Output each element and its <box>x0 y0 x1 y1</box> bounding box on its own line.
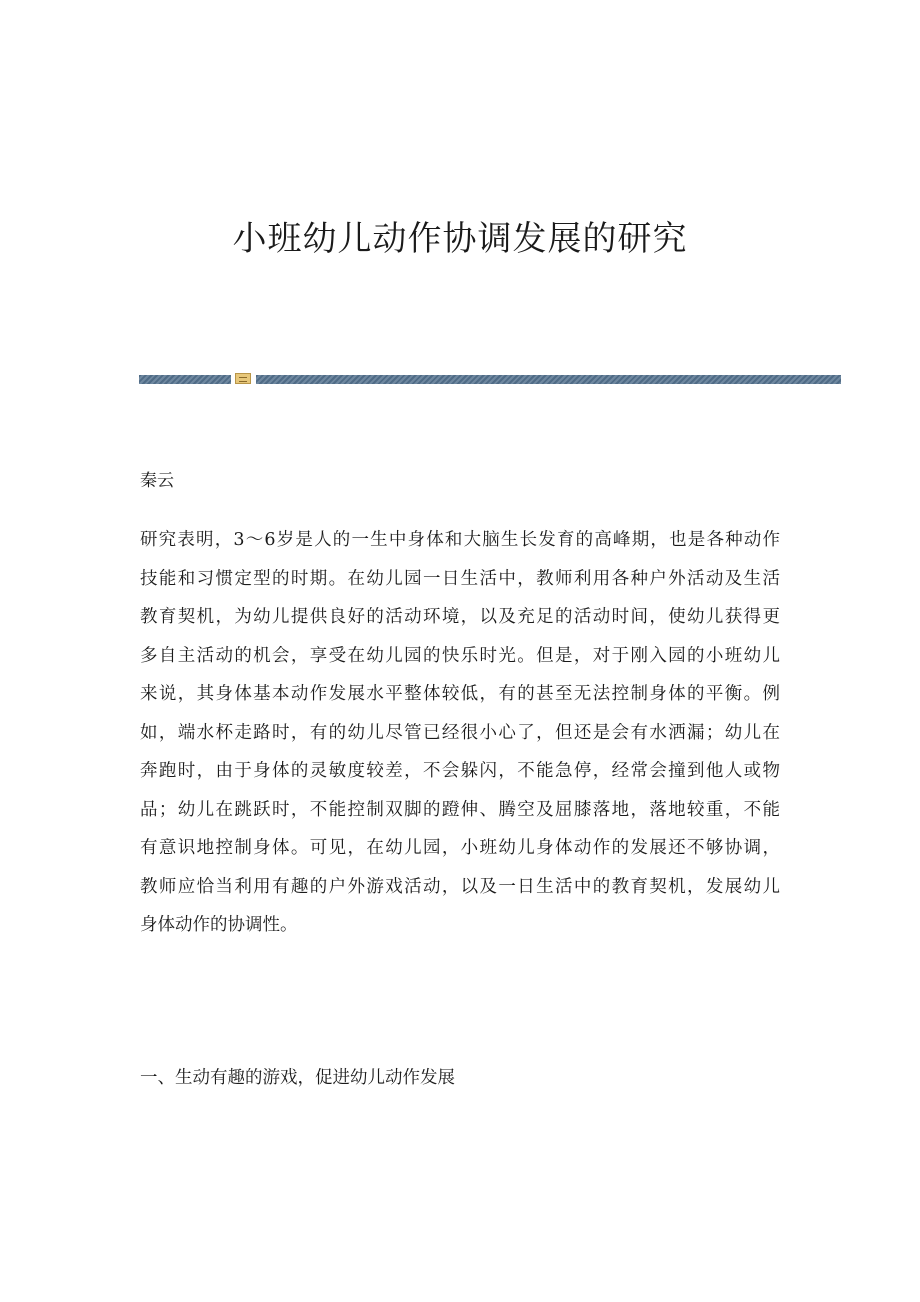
body-line: 多自主活动的机会，享受在幼儿园的快乐时光。但是，对于刚入园的小班幼儿 <box>140 645 780 666</box>
body-line: 技能和习惯定型的时期。在幼儿园一日生活中，教师利用各种户外活动及生活 <box>140 568 780 589</box>
author-name: 秦云 <box>140 471 174 491</box>
body-line: 有意识地控制身体。可见，在幼儿园，小班幼儿身体动作的发展还不够协调， <box>140 838 780 858</box>
divider-bar-right <box>256 375 841 384</box>
body-line: 奔跑时，由于身体的灵敏度较差，不会躲闪，不能急停，经常会撞到他人或物 <box>140 761 780 781</box>
divider-bar-left <box>139 375 231 384</box>
body-line: 品；幼儿在跳跃时，不能控制双脚的蹬伸、腾空及屈膝落地，落地较重，不能 <box>140 799 780 820</box>
body-paragraph <box>140 521 780 945</box>
body-line: 身体动作的协调性。 <box>140 915 298 935</box>
body-line: 教育契机，为幼儿提供良好的活动环境，以及充足的活动时间，使幼儿获得更 <box>140 607 780 627</box>
body-line: 教师应恰当利用有趣的户外游戏活动，以及一日生活中的教育契机，发展幼儿 <box>140 876 780 897</box>
body-line: 来说，其身体基本动作发展水平整体较低，有的甚至无法控制身体的平衡。例 <box>140 684 780 704</box>
document-title: 小班幼儿动作协调发展的研究 <box>232 219 688 259</box>
section-heading: 一、生动有趣的游戏，促进幼儿动作发展 <box>140 1068 455 1088</box>
divider-ornament-icon <box>235 373 251 384</box>
body-line: 如，端水杯走路时，有的幼儿尽管已经很小心了，但还是会有水洒漏；幼儿在 <box>140 722 780 743</box>
title-divider <box>139 375 841 384</box>
body-line: 研究表明，3～6岁是人的一生中身体和大脑生长发育的高峰期，也是各种动作 <box>140 530 780 550</box>
